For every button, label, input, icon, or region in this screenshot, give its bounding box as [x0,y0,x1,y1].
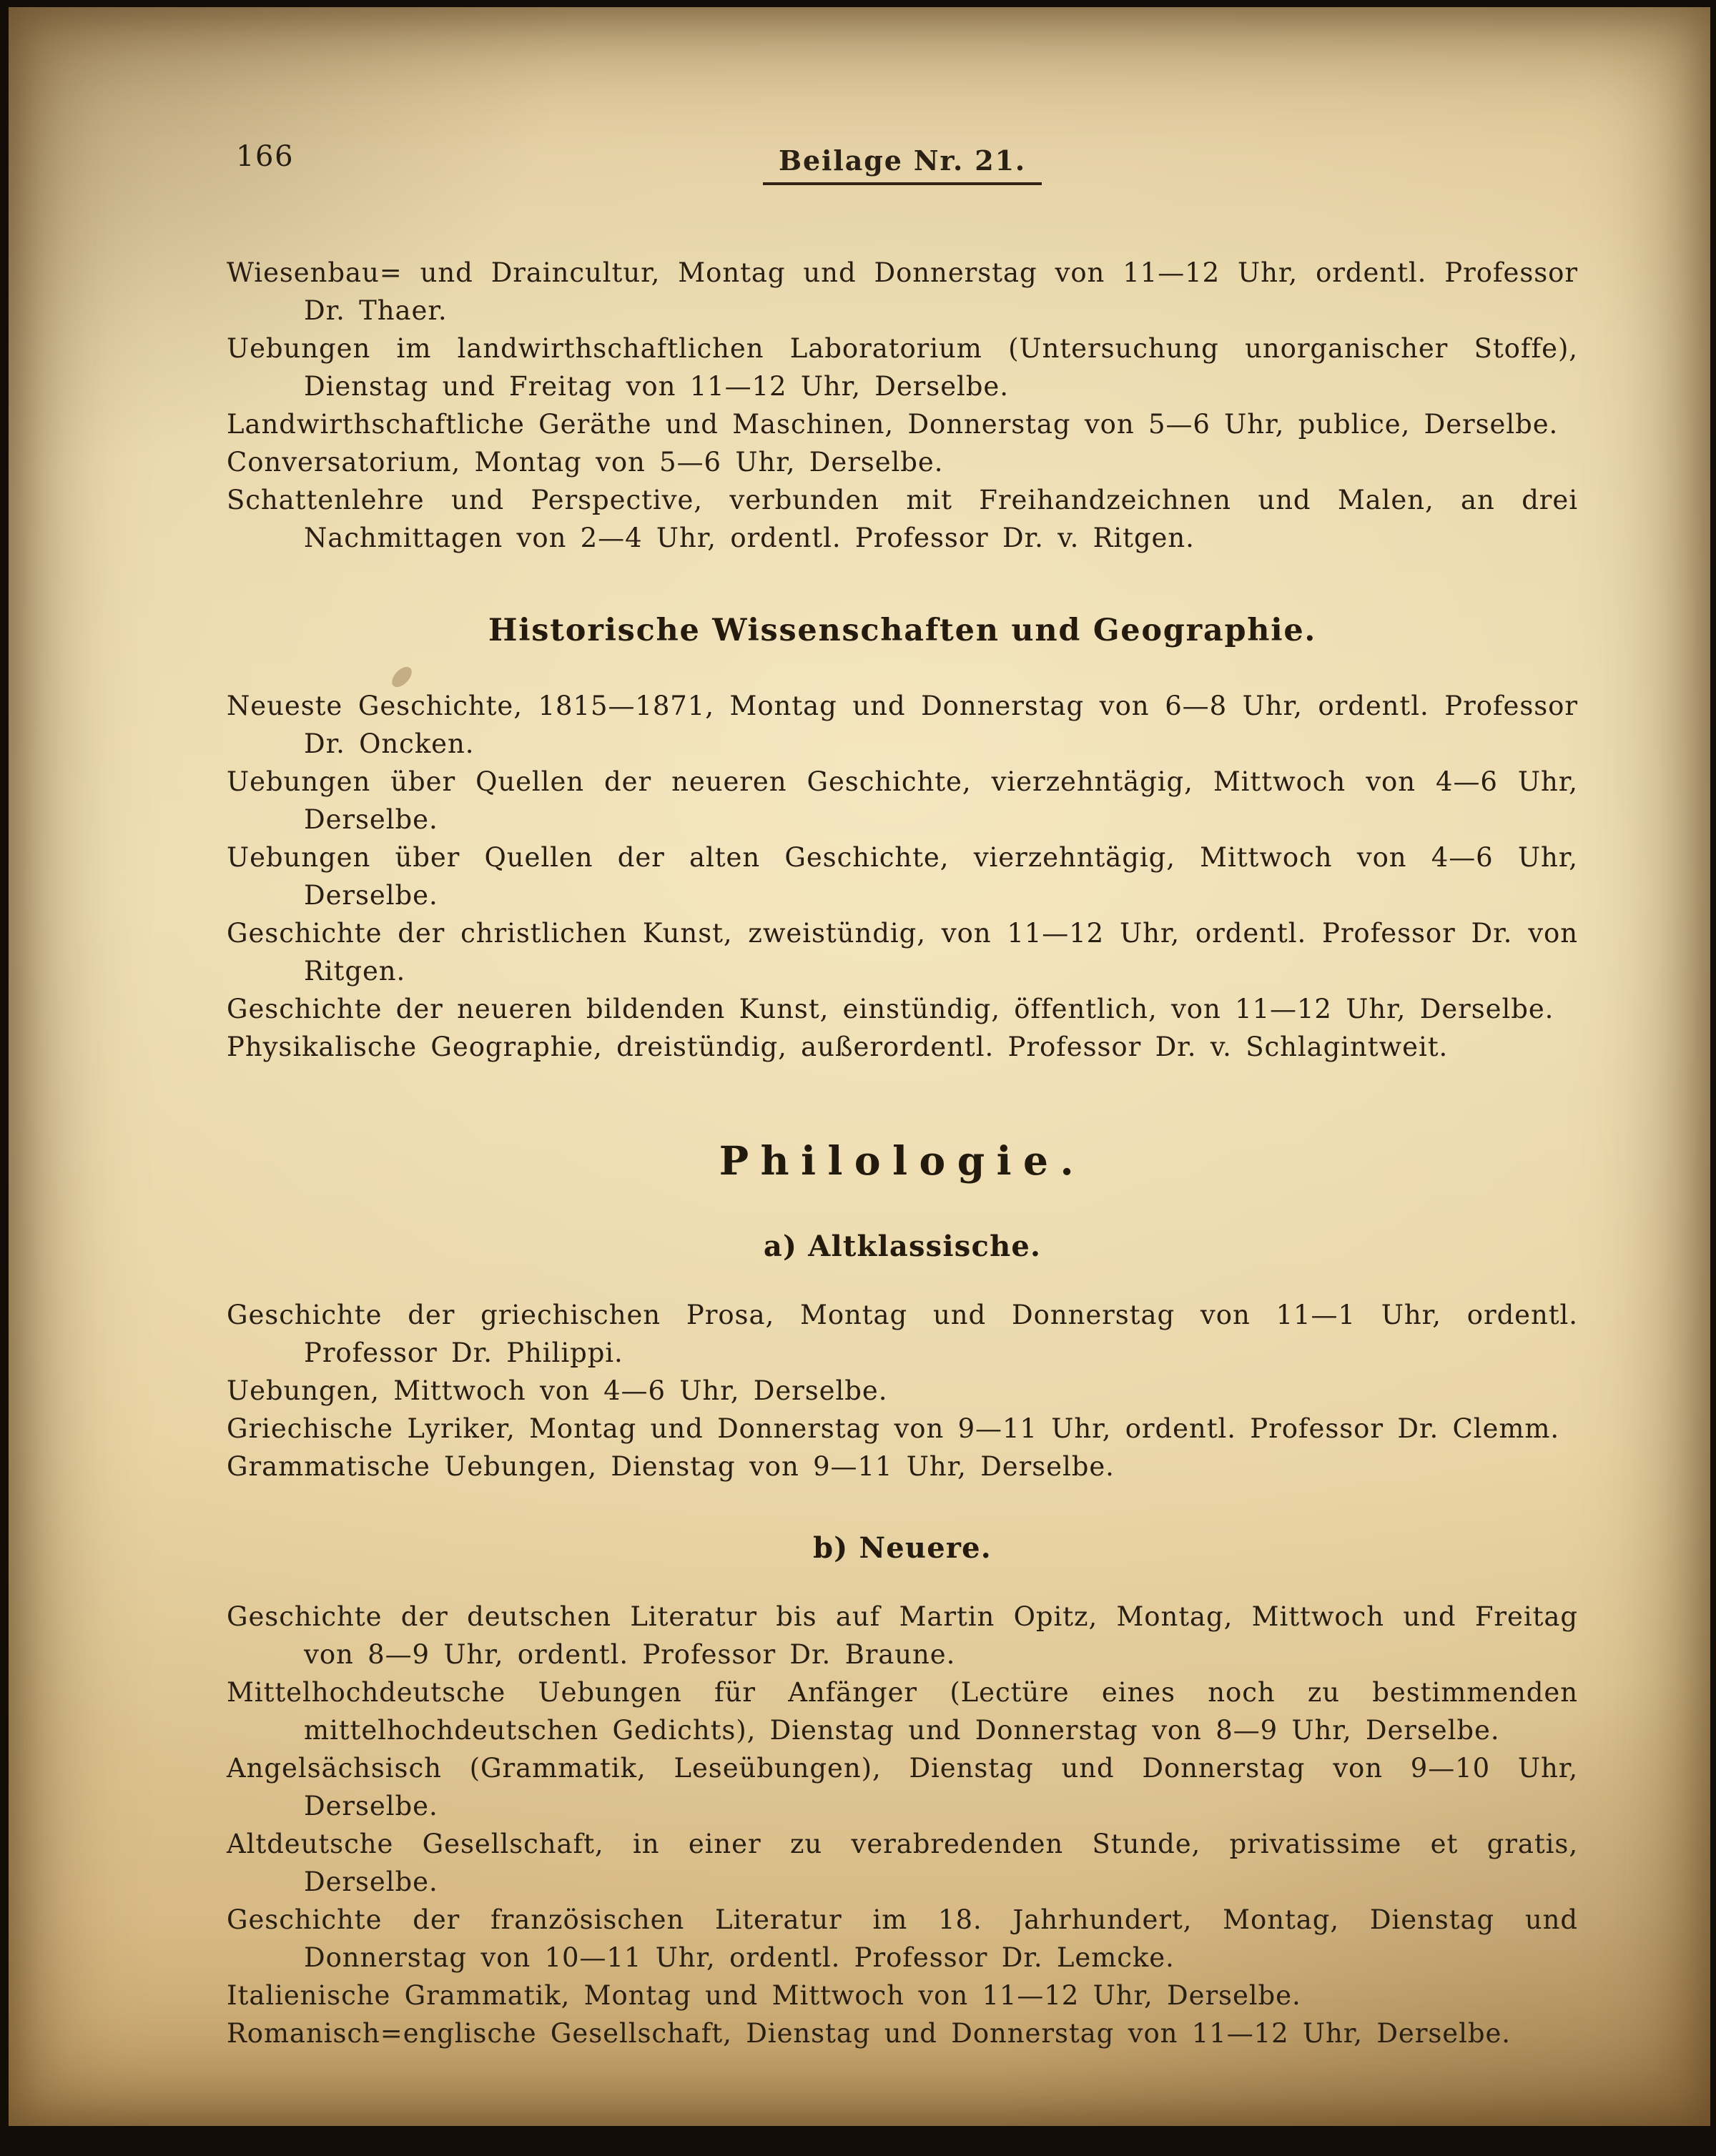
course-entry: Geschichte der neueren bildenden Kunst, einstündig, öffentlich, von 11—12 Uhr, Derselbe. [227,994,1554,1024]
course-entry: Geschichte der christlichen Kunst, zweistündig, von 11—12 Uhr, ordentl. Professor Dr. von Ritgen. [227,918,1578,986]
course-entry: Geschichte der griechischen Prosa, Montag und Donnerstag von 11—1 Uhr, ordentl. Professor Dr. Philippi. [227,1300,1578,1368]
course-entry: Altdeutsche Gesellschaft, in einer zu verabredenden Stunde, privatissime et gratis, Derselbe. [227,1829,1578,1897]
course-entry: Uebungen über Quellen der alten Geschichte, vierzehntägig, Mittwoch von 4—6 Uhr, Derselbe. [227,842,1578,911]
running-head: Beilage Nr. 21. [763,144,1042,185]
paper-sheet [9,7,1710,2126]
sub-heading-neuere: b) Neuere. [813,1531,992,1565]
course-entry: Grammatische Uebungen, Dienstag von 9—11 Uhr, Derselbe. [227,1451,1115,1482]
chapter-title-philologie: Philologie. [719,1137,1086,1184]
course-entry: Conversatorium, Montag von 5—6 Uhr, Derselbe. [227,447,944,478]
course-entry: Griechische Lyriker, Montag und Donnerstag von 9—11 Uhr, ordentl. Professor Dr. Clemm. [227,1413,1560,1444]
page-number: 166 [236,140,295,173]
course-entry: Uebungen, Mittwoch von 4—6 Uhr, Derselbe. [227,1375,888,1406]
course-entry: Physikalische Geographie, dreistündig, außerordentl. Professor Dr. v. Schlagintweit. [227,1032,1449,1062]
section-heading-history-geography: Historische Wissenschaften und Geographie. [488,613,1317,648]
page-header [9,7,1710,185]
course-entry: Geschichte der deutschen Literatur bis auf Martin Opitz, Montag, Mittwoch und Freitag von 8—9 Uhr, ordentl. Professor Dr. Braune. [227,1601,1578,1670]
course-entry: Wiesenbau= und Draincultur, Montag und Donnerstag von 11—12 Uhr, ordentl. Professor Dr. Thaer. [227,257,1578,326]
sub-heading-altklassische: a) Altklassische. [763,1230,1042,1263]
course-entry: Uebungen über Quellen der neueren Geschichte, vierzehntägig, Mittwoch von 4—6 Uhr, Derselbe. [227,766,1578,835]
course-entry: Romanisch=englische Gesellschaft, Dienstag und Donnerstag von 11—12 Uhr, Derselbe. [227,2018,1511,2049]
course-entry: Angelsächsisch (Grammatik, Leseübungen), Dienstag und Donnerstag von 9—10 Uhr, Derselbe. [227,1753,1578,1821]
page-body [9,254,1710,2052]
course-entry: Neueste Geschichte, 1815—1871, Montag und Donnerstag von 6—8 Uhr, ordentl. Professor Dr. Oncken. [227,691,1578,759]
course-entry: Italienische Grammatik, Montag und Mittwoch von 11—12 Uhr, Derselbe. [227,1980,1301,2011]
course-entry: Uebungen im landwirthschaftlichen Laboratorium (Untersuchung unorganischer Stoffe), Dienstag und Freitag von 11—12 Uhr, Derselbe. [227,333,1578,402]
course-entry: Schattenlehre und Perspective, verbunden mit Freihandzeichnen und Malen, an drei Nachmittagen von 2—4 Uhr, ordentl. Professor Dr. v. Ritgen. [227,485,1578,553]
course-entry: Landwirthschaftliche Geräthe und Maschinen, Donnerstag von 5—6 Uhr, publice, Derselbe. [227,409,1559,440]
course-entry: Mittelhochdeutsche Uebungen für Anfänger (Lectüre eines noch zu bestimmenden mittelhochdeutschen Gedichts), Dienstag und Donnerstag von 8—9 Uhr, Derselbe. [227,1677,1578,1746]
running-head-wrap [227,144,1578,185]
course-entry: Geschichte der französischen Literatur im 18. Jahrhundert, Montag, Dienstag und Donnerstag von 10—11 Uhr, ordentl. Professor Dr. Lemcke. [227,1904,1578,1973]
